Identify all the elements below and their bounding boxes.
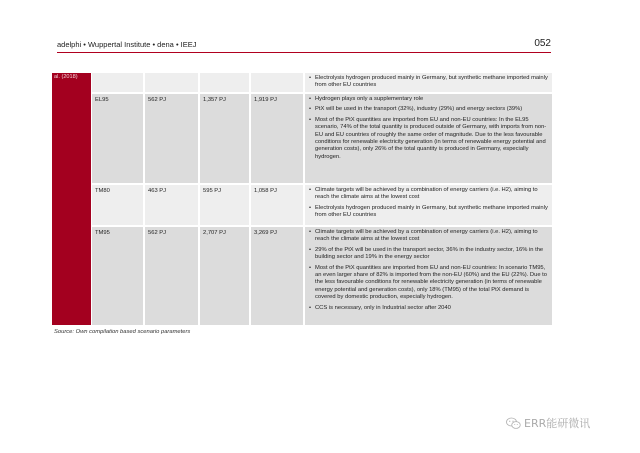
wechat-logo-icon (506, 417, 521, 430)
bullet-item: • PtX will be used in the transport (32%), industry (29%) and energy sectors (39%) (315, 106, 548, 113)
value-cell (145, 73, 198, 92)
bullet-item: • Electrolysis hydrogen produced mainly in Germany, but synthetic methane imported mainly from other EU countries (315, 205, 548, 220)
scenario-cell: TM95 (92, 227, 143, 325)
bullet-item: • CCS is necessary, only in Industrial sector after 2040 (315, 305, 548, 312)
table-row (92, 73, 552, 92)
notes-cell (305, 94, 552, 183)
watermark (506, 415, 590, 431)
scenario-table (52, 73, 552, 325)
bullet-item: • 29% of the PtX will be used in the transport sector, 36% in the industry sector, 16% in the building sector and 19% in the energy sector (315, 247, 548, 262)
notes-cell (305, 227, 552, 325)
table-row (92, 94, 552, 183)
notes-cell (305, 185, 552, 225)
table-row (92, 227, 552, 325)
value-cell: 1,919 PJ (251, 94, 303, 183)
header-title: adelphi • Wuppertal Institute • dena • IEEJ (57, 40, 197, 49)
page-header (57, 38, 551, 52)
scenario-cell (92, 73, 143, 92)
table-row (92, 185, 552, 225)
bullet-item: • Most of the PtX quantities are imported from EU and non-EU countries: In scenario TM95, an even larger share of 82% is imported from the non-EU (60%) and the EU (22%). Due to the less favourable conditions for renewable electricity generation (in terms of renewable energy potential and generation costs), only 18% (TM95) of the total PtX demand is covered by domestic production, especially hydrogen. (315, 265, 548, 302)
value-cell: 595 PJ (200, 185, 249, 225)
header-divider (57, 52, 551, 53)
scenario-cell: TM80 (92, 185, 143, 225)
value-cell (251, 73, 303, 92)
notes-cell (305, 73, 552, 92)
side-label: al. (2018) (54, 74, 78, 80)
value-cell: 1,357 PJ (200, 94, 249, 183)
table-side-column (52, 73, 91, 325)
bullet-item: • Electrolysis hydrogen produced mainly in Germany, but synthetic methane imported mainly from other EU countries (315, 75, 548, 90)
scenario-cell: EL95 (92, 94, 143, 183)
bullet-item: • Climate targets will be achieved by a combination of energy carriers (i.e. H2), aiming to reach the climate aims at the lowest cost (315, 187, 548, 202)
value-cell: 463 PJ (145, 185, 198, 225)
page-number: 052 (534, 38, 551, 49)
watermark-text: ERR能研微讯 (524, 417, 591, 430)
source-note: Source: Own compilation based scenario parameters (54, 329, 191, 335)
bullet-item: • Climate targets will be achieved by a combination of energy carriers (i.e. H2), aiming to reach the climate aims at the lowest cost (315, 229, 548, 244)
value-cell: 2,707 PJ (200, 227, 249, 325)
bullet-item: • Hydrogen plays only a supplementary role (315, 96, 548, 103)
value-cell: 562 PJ (145, 94, 198, 183)
bullet-item: • Most of the PtX quantities are imported from EU and non-EU countries: In the EL95 scenario, 74% of the total quantity is produced outside of Germany, with imports from non-EU and EU countries of roughly the same order of magnitude. Due to the less favourable conditions for renewable electricity generation (in terms of renewable energy potential and generation costs), only 26% of the total quantity is produced in Germany, especially hydrogen. (315, 117, 548, 161)
value-cell: 562 PJ (145, 227, 198, 325)
value-cell: 3,269 PJ (251, 227, 303, 325)
value-cell (200, 73, 249, 92)
value-cell: 1,058 PJ (251, 185, 303, 225)
